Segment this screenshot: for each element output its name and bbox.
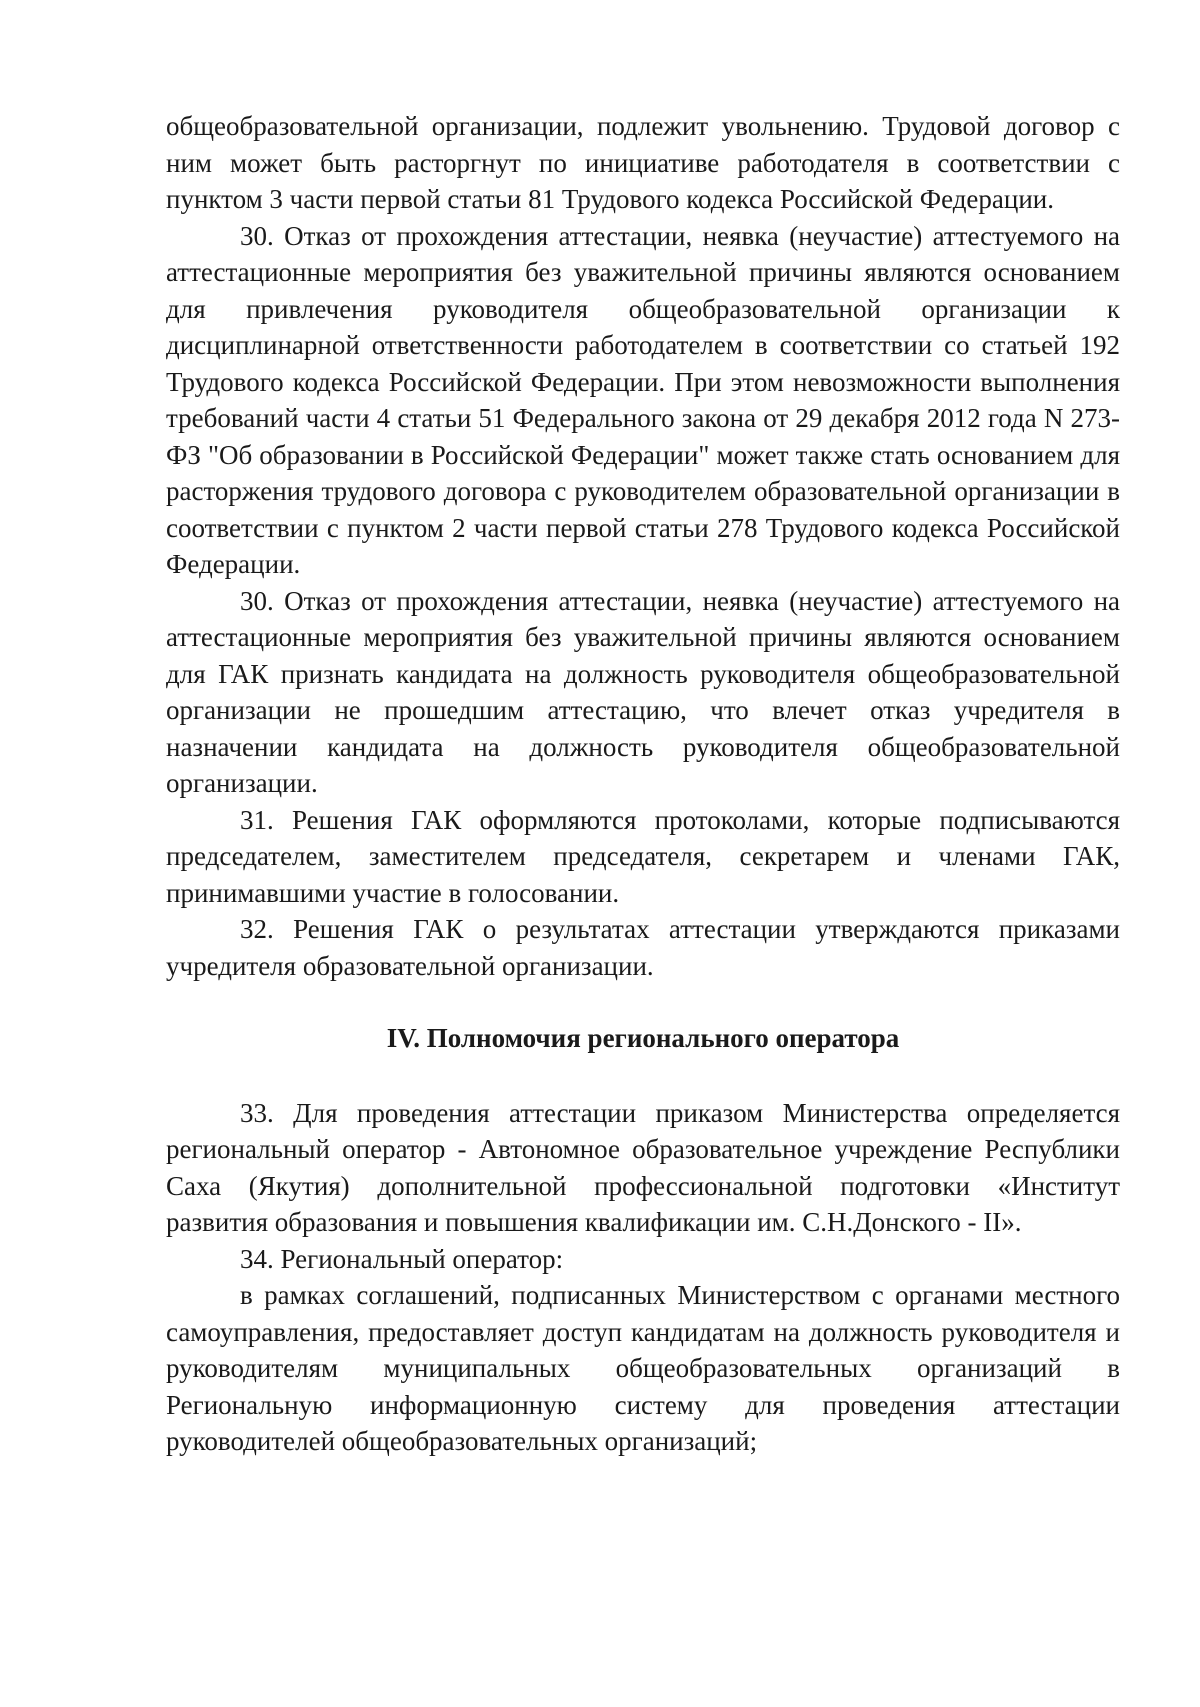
paragraph-item-31: 31. Решения ГАК оформляются протоколами, которые подписываются председателем, заместителем председателя, секретарем и членами ГАК, принимавшими участие в голосовании. (166, 804, 1120, 908)
paragraph-item-33: 33. Для проведения аттестации приказом Министерства определяется региональный оператор - Автономное образовательное учреждение Республики Саха (Якутия) дополнительной профессиональной подготовки «Институт развития образования и повышения квалификации им. С.Н.Донского - II». (166, 1097, 1120, 1237)
paragraph-item-32: 32. Решения ГАК о результатах аттестации утверждаются приказами учредителя образовательной организации. (166, 914, 1120, 981)
document-body (166, 108, 1120, 1460)
paragraph-item-30-second: 30. Отказ от прохождения аттестации, неявка (неучастие) аттестуемого на аттестационные мероприятия без уважительной причины являются основанием для ГАК признать кандидата на должность руководителя общеобразовательной организации не прошедшим аттестацию, что влечет отказ учредителя в назначении кандидата на должность руководителя общеобразовательной организации. (166, 585, 1120, 798)
section-heading: IV. Полномочия регионального оператора (386, 1023, 900, 1053)
paragraph-item-34: 34. Региональный оператор: (240, 1243, 564, 1274)
paragraph-item-30-first: 30. Отказ от прохождения аттестации, неявка (неучастие) аттестуемого на аттестационные мероприятия без уважительной причины являются основанием для привлечения руководителя общеобразовательной организации к дисциплинарной ответственности работодателем в соответствии со статьей 192 Трудового кодекса Российской Федерации. При этом невозможности выполнения требований части 4 статьи 51 Федерального закона от 29 декабря 2012 года N 273-ФЗ "Об образовании в Российской Федерации" может также стать основанием для расторжения трудового договора с руководителем образовательной организации в соответствии с пунктом 2 части первой статьи 278 Трудового кодекса Российской Федерации. (166, 220, 1120, 579)
paragraph-item-34-clause: в рамках соглашений, подписанных Министерством с органами местного самоуправления, предоставляет доступ кандидатам на должность руководителя и руководителям муниципальных общеобразовательных организаций в Региональную информационную систему для проведения аттестации руководителей общеобразовательных организаций; (166, 1280, 1120, 1456)
paragraph-continuation: общеобразовательной организации, подлежит увольнению. Трудовой договор с ним может быть расторгнут по инициативе работодателя в соответствии с пунктом 3 части первой статьи 81 Трудового кодекса Российской Федерации. (166, 111, 1120, 214)
